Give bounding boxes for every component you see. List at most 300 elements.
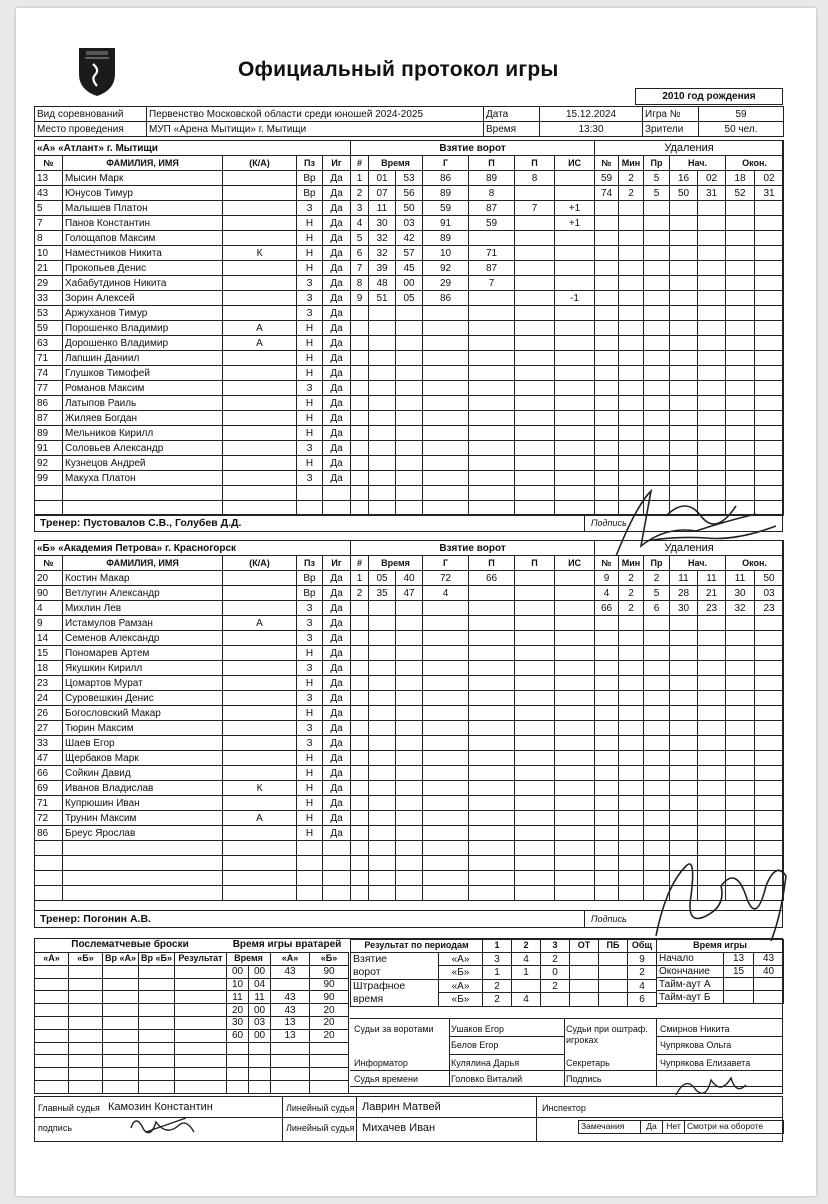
label-line2: ворот bbox=[353, 965, 381, 978]
penalty-cell: 02 bbox=[698, 171, 726, 186]
cell bbox=[619, 871, 644, 886]
cell bbox=[297, 871, 323, 886]
penalty-cell: 2 bbox=[619, 186, 644, 201]
player-played: Да bbox=[323, 171, 351, 186]
cell bbox=[555, 886, 595, 901]
cell bbox=[249, 1042, 271, 1055]
cell bbox=[396, 426, 423, 441]
cell bbox=[175, 1055, 227, 1068]
divider bbox=[356, 1096, 357, 1142]
penalty-cell: 4 bbox=[595, 586, 619, 601]
player-position: Н bbox=[297, 676, 323, 691]
player-name: Дорошенко Владимир bbox=[63, 336, 223, 351]
cell bbox=[469, 336, 515, 351]
player-played: Да bbox=[323, 276, 351, 291]
player-number: 15 bbox=[35, 646, 63, 661]
penalty-row bbox=[595, 336, 784, 351]
player-number: 10 bbox=[35, 246, 63, 261]
goal-cell: 89 bbox=[423, 231, 469, 246]
divider bbox=[656, 1054, 783, 1055]
penalty-row bbox=[595, 811, 784, 826]
player-name: Шаев Егор bbox=[63, 736, 223, 751]
start-minute: 43 bbox=[754, 952, 784, 965]
cell bbox=[644, 426, 670, 441]
cell bbox=[35, 1080, 69, 1093]
cell bbox=[644, 396, 670, 411]
cell bbox=[103, 1080, 139, 1093]
cell bbox=[595, 351, 619, 366]
cell bbox=[515, 871, 555, 886]
cell bbox=[351, 426, 369, 441]
penalty-cell: 2 bbox=[619, 586, 644, 601]
player-row bbox=[35, 676, 351, 691]
player-row bbox=[35, 631, 351, 646]
col-name: ФАМИЛИЯ, ИМЯ bbox=[63, 156, 223, 171]
cell bbox=[297, 886, 323, 901]
period-col: Общ bbox=[628, 940, 657, 953]
cell bbox=[323, 856, 351, 871]
player-row bbox=[35, 456, 351, 471]
cell bbox=[515, 751, 555, 766]
cell bbox=[595, 201, 619, 216]
player-role bbox=[223, 186, 297, 201]
player-played: Да bbox=[323, 691, 351, 706]
cell bbox=[69, 1016, 103, 1029]
cell bbox=[351, 321, 369, 336]
penalty-row bbox=[595, 856, 784, 871]
cell bbox=[469, 856, 515, 871]
cell bbox=[726, 486, 755, 501]
penalty-row bbox=[595, 471, 784, 486]
cell bbox=[351, 616, 369, 631]
goal-cell bbox=[469, 586, 515, 601]
cell bbox=[595, 796, 619, 811]
penalty-row bbox=[595, 456, 784, 471]
gk-cell: 10 bbox=[227, 978, 249, 991]
cell bbox=[469, 841, 515, 856]
officials-sign-label: Подпись bbox=[566, 1074, 602, 1084]
player-played: Да bbox=[323, 381, 351, 396]
player-row bbox=[35, 571, 351, 586]
player-role: А bbox=[223, 811, 297, 826]
cell bbox=[698, 381, 726, 396]
penalties-table bbox=[594, 540, 784, 901]
period-value: 4 bbox=[628, 979, 657, 993]
divider bbox=[350, 1086, 783, 1087]
cell bbox=[423, 456, 469, 471]
gk-row bbox=[227, 991, 349, 1004]
protocol-sheet bbox=[16, 8, 816, 1196]
cell bbox=[619, 841, 644, 856]
player-role bbox=[223, 276, 297, 291]
cell bbox=[103, 1055, 139, 1068]
goal-row bbox=[351, 736, 595, 751]
penalty-row bbox=[595, 616, 784, 631]
cell bbox=[670, 751, 698, 766]
cell bbox=[351, 396, 369, 411]
divider bbox=[449, 1018, 450, 1086]
goal-cell: +1 bbox=[555, 201, 595, 216]
player-name: Купрюшин Иван bbox=[63, 796, 223, 811]
cell bbox=[271, 1068, 310, 1081]
cell bbox=[644, 706, 670, 721]
player-number: 29 bbox=[35, 276, 63, 291]
goal-row bbox=[351, 336, 595, 351]
cell bbox=[595, 246, 619, 261]
cell bbox=[670, 381, 698, 396]
cell bbox=[670, 826, 698, 841]
player-played: Да bbox=[323, 631, 351, 646]
penalty-row bbox=[595, 751, 784, 766]
cell bbox=[249, 1068, 271, 1081]
col-pen-start: Нач. bbox=[670, 156, 726, 171]
cell bbox=[726, 631, 755, 646]
cell bbox=[423, 841, 469, 856]
player-row bbox=[35, 396, 351, 411]
cell bbox=[619, 426, 644, 441]
cell bbox=[619, 246, 644, 261]
goal-cell: 2 bbox=[351, 586, 369, 601]
cell bbox=[351, 856, 369, 871]
cell bbox=[619, 616, 644, 631]
date-value: 15.12.2024 bbox=[540, 107, 643, 122]
penalty-row bbox=[595, 661, 784, 676]
player-played: Да bbox=[323, 781, 351, 796]
cell bbox=[297, 486, 323, 501]
cell bbox=[619, 781, 644, 796]
col-name: ФАМИЛИЯ, ИМЯ bbox=[63, 556, 223, 571]
penalty-row bbox=[595, 586, 784, 601]
cell bbox=[555, 381, 595, 396]
goal-cell: 51 bbox=[369, 291, 396, 306]
player-name: Романов Максим bbox=[63, 381, 223, 396]
game-label: Игра № bbox=[643, 107, 699, 122]
divider bbox=[449, 1054, 565, 1055]
player-played: Да bbox=[323, 796, 351, 811]
player-role: А bbox=[223, 336, 297, 351]
player-row bbox=[35, 826, 351, 841]
cell bbox=[469, 456, 515, 471]
cell bbox=[351, 766, 369, 781]
cell bbox=[619, 396, 644, 411]
player-played: Да bbox=[323, 246, 351, 261]
cell bbox=[515, 601, 555, 616]
cell bbox=[555, 351, 595, 366]
player-played: Да bbox=[323, 201, 351, 216]
cell bbox=[423, 721, 469, 736]
goals-title: Взятие ворот bbox=[351, 541, 595, 556]
col-goal-time: Время bbox=[369, 156, 423, 171]
cell bbox=[670, 246, 698, 261]
goal-cell: 47 bbox=[396, 586, 423, 601]
gk-cell: 04 bbox=[249, 978, 271, 991]
cell bbox=[726, 811, 755, 826]
cell bbox=[619, 366, 644, 381]
cell bbox=[698, 781, 726, 796]
cell bbox=[515, 351, 555, 366]
cell bbox=[469, 486, 515, 501]
cell bbox=[670, 736, 698, 751]
comp-label: Вид соревнований bbox=[35, 107, 147, 122]
goal-row bbox=[351, 186, 595, 201]
cell bbox=[755, 246, 784, 261]
cell bbox=[698, 721, 726, 736]
cell bbox=[670, 306, 698, 321]
cell bbox=[619, 646, 644, 661]
divider bbox=[584, 514, 585, 532]
gk-cell: 90 bbox=[310, 965, 349, 978]
player-role bbox=[223, 676, 297, 691]
cell bbox=[351, 381, 369, 396]
player-row bbox=[35, 411, 351, 426]
cell bbox=[469, 631, 515, 646]
col-goal-assist2: П bbox=[515, 556, 555, 571]
cell bbox=[515, 766, 555, 781]
col-pen-reason: Пр bbox=[644, 156, 670, 171]
goal-row bbox=[351, 721, 595, 736]
penalty-cell: 23 bbox=[698, 601, 726, 616]
cell bbox=[396, 766, 423, 781]
period-col: 3 bbox=[541, 940, 570, 953]
goal-cell: 8 bbox=[351, 276, 369, 291]
cell bbox=[595, 706, 619, 721]
player-position: Н bbox=[297, 321, 323, 336]
cell bbox=[555, 751, 595, 766]
team-side: «Б» bbox=[439, 966, 483, 980]
goal-cell: 35 bbox=[369, 586, 396, 601]
cell bbox=[595, 871, 619, 886]
cell bbox=[619, 351, 644, 366]
cell bbox=[69, 1029, 103, 1042]
player-position: Вр bbox=[297, 186, 323, 201]
goal-cell: 40 bbox=[396, 571, 423, 586]
player-name: Порошенко Владимир bbox=[63, 321, 223, 336]
cell bbox=[619, 321, 644, 336]
cell bbox=[515, 486, 555, 501]
cell bbox=[369, 871, 396, 886]
goal-row bbox=[351, 246, 595, 261]
cell bbox=[515, 441, 555, 456]
period-value bbox=[570, 979, 599, 993]
cell bbox=[469, 676, 515, 691]
cell bbox=[670, 426, 698, 441]
cell bbox=[396, 706, 423, 721]
penalty-cell: 2 bbox=[619, 601, 644, 616]
player-name: Истамулов Рамзан bbox=[63, 616, 223, 631]
player-row bbox=[35, 766, 351, 781]
cell bbox=[755, 456, 784, 471]
penalty-row bbox=[595, 781, 784, 796]
period-value: 6 bbox=[628, 993, 657, 1007]
cell bbox=[698, 306, 726, 321]
cell bbox=[670, 631, 698, 646]
cell bbox=[396, 441, 423, 456]
cell bbox=[555, 601, 595, 616]
goal-cell bbox=[555, 186, 595, 201]
goal-cell: 53 bbox=[396, 171, 423, 186]
cell bbox=[369, 691, 396, 706]
cell bbox=[555, 456, 595, 471]
cell bbox=[369, 856, 396, 871]
cell bbox=[103, 978, 139, 991]
pen-judge-2: Чупрякова Ольга bbox=[660, 1040, 732, 1050]
goal-row bbox=[351, 811, 595, 826]
team-title: «А» «Атлант» г. Мытищи bbox=[35, 141, 351, 156]
gk-cell: 60 bbox=[227, 1029, 249, 1042]
cell bbox=[351, 826, 369, 841]
period-row-label bbox=[351, 979, 439, 1006]
cell bbox=[644, 441, 670, 456]
cell bbox=[35, 1055, 69, 1068]
gk-row bbox=[227, 978, 349, 991]
cell bbox=[223, 856, 297, 871]
cell bbox=[595, 216, 619, 231]
cell bbox=[396, 736, 423, 751]
cell bbox=[644, 291, 670, 306]
cell bbox=[555, 766, 595, 781]
player-row bbox=[35, 291, 351, 306]
goal-judge-2: Белов Егор bbox=[451, 1040, 499, 1050]
cell bbox=[644, 616, 670, 631]
cell bbox=[698, 676, 726, 691]
penalty-row bbox=[595, 721, 784, 736]
cell bbox=[726, 886, 755, 901]
cell bbox=[755, 306, 784, 321]
cell bbox=[396, 841, 423, 856]
player-played: Да bbox=[323, 826, 351, 841]
cell bbox=[35, 886, 63, 901]
player-played: Да bbox=[323, 571, 351, 586]
penalty-row bbox=[595, 486, 784, 501]
cell bbox=[619, 216, 644, 231]
cell bbox=[619, 381, 644, 396]
cell bbox=[423, 366, 469, 381]
cell bbox=[755, 321, 784, 336]
cell bbox=[670, 441, 698, 456]
player-row bbox=[35, 706, 351, 721]
cell bbox=[423, 351, 469, 366]
cell bbox=[469, 601, 515, 616]
player-number: 53 bbox=[35, 306, 63, 321]
player-row bbox=[35, 246, 351, 261]
player-name: Наместников Никита bbox=[63, 246, 223, 261]
cell bbox=[726, 441, 755, 456]
cell bbox=[670, 261, 698, 276]
period-value: 2 bbox=[483, 993, 512, 1007]
gk-time-table bbox=[226, 952, 349, 1094]
goal-cell bbox=[515, 261, 555, 276]
cell bbox=[726, 646, 755, 661]
cell bbox=[726, 216, 755, 231]
cell bbox=[351, 781, 369, 796]
cell bbox=[227, 1055, 249, 1068]
cell bbox=[369, 841, 396, 856]
player-name: Хабабутдинов Никита bbox=[63, 276, 223, 291]
col-pen-end: Окон. bbox=[726, 156, 784, 171]
goals-table bbox=[350, 140, 595, 516]
penalty-row bbox=[595, 796, 784, 811]
cell bbox=[670, 216, 698, 231]
player-played: Да bbox=[323, 811, 351, 826]
cell bbox=[595, 691, 619, 706]
period-value bbox=[512, 979, 541, 993]
goal-cell: 7 bbox=[515, 201, 555, 216]
player-row bbox=[35, 586, 351, 601]
player-role: К bbox=[223, 246, 297, 261]
timer-label: Судья времени bbox=[354, 1074, 418, 1084]
cell bbox=[755, 616, 784, 631]
cell bbox=[396, 886, 423, 901]
cell bbox=[619, 411, 644, 426]
player-name: Михлин Лев bbox=[63, 601, 223, 616]
cell bbox=[644, 276, 670, 291]
cell bbox=[698, 811, 726, 826]
cell bbox=[469, 886, 515, 901]
penalty-row bbox=[595, 246, 784, 261]
gk-cell bbox=[271, 978, 310, 991]
player-row bbox=[35, 201, 351, 216]
cell bbox=[698, 856, 726, 871]
cell bbox=[469, 811, 515, 826]
col-pen-end: Окон. bbox=[726, 556, 784, 571]
cell bbox=[175, 1016, 227, 1029]
cell bbox=[396, 661, 423, 676]
col-pen-num: № bbox=[595, 556, 619, 571]
cell bbox=[619, 261, 644, 276]
penalties-table bbox=[594, 140, 784, 516]
cell bbox=[369, 826, 396, 841]
cell bbox=[619, 766, 644, 781]
penalty-row bbox=[595, 766, 784, 781]
cell bbox=[223, 841, 297, 856]
cell bbox=[351, 366, 369, 381]
cell bbox=[396, 646, 423, 661]
player-number: 77 bbox=[35, 381, 63, 396]
cell bbox=[139, 1004, 175, 1017]
player-played: Да bbox=[323, 586, 351, 601]
goals-title: Взятие ворот bbox=[351, 141, 595, 156]
player-role bbox=[223, 571, 297, 586]
divider bbox=[656, 1018, 657, 1086]
cell bbox=[369, 601, 396, 616]
player-number: 5 bbox=[35, 201, 63, 216]
player-played: Да bbox=[323, 321, 351, 336]
cell bbox=[369, 456, 396, 471]
col-pen-num: № bbox=[595, 156, 619, 171]
cell bbox=[755, 471, 784, 486]
end-hour: 15 bbox=[724, 965, 754, 978]
player-position: Н bbox=[297, 246, 323, 261]
player-number: 13 bbox=[35, 171, 63, 186]
gk-cell: 90 bbox=[310, 978, 349, 991]
gk-row bbox=[227, 1042, 349, 1055]
goal-cell: 56 bbox=[396, 186, 423, 201]
goal-row bbox=[351, 616, 595, 631]
cell bbox=[369, 471, 396, 486]
cell bbox=[323, 886, 351, 901]
cell bbox=[726, 751, 755, 766]
player-position: Н bbox=[297, 751, 323, 766]
player-played: Да bbox=[323, 616, 351, 631]
cell bbox=[555, 411, 595, 426]
goal-row bbox=[351, 366, 595, 381]
goal-cell: 4 bbox=[423, 586, 469, 601]
player-role bbox=[223, 661, 297, 676]
cell bbox=[515, 616, 555, 631]
cell bbox=[644, 646, 670, 661]
penalty-cell: 52 bbox=[726, 186, 755, 201]
cell bbox=[175, 1029, 227, 1042]
